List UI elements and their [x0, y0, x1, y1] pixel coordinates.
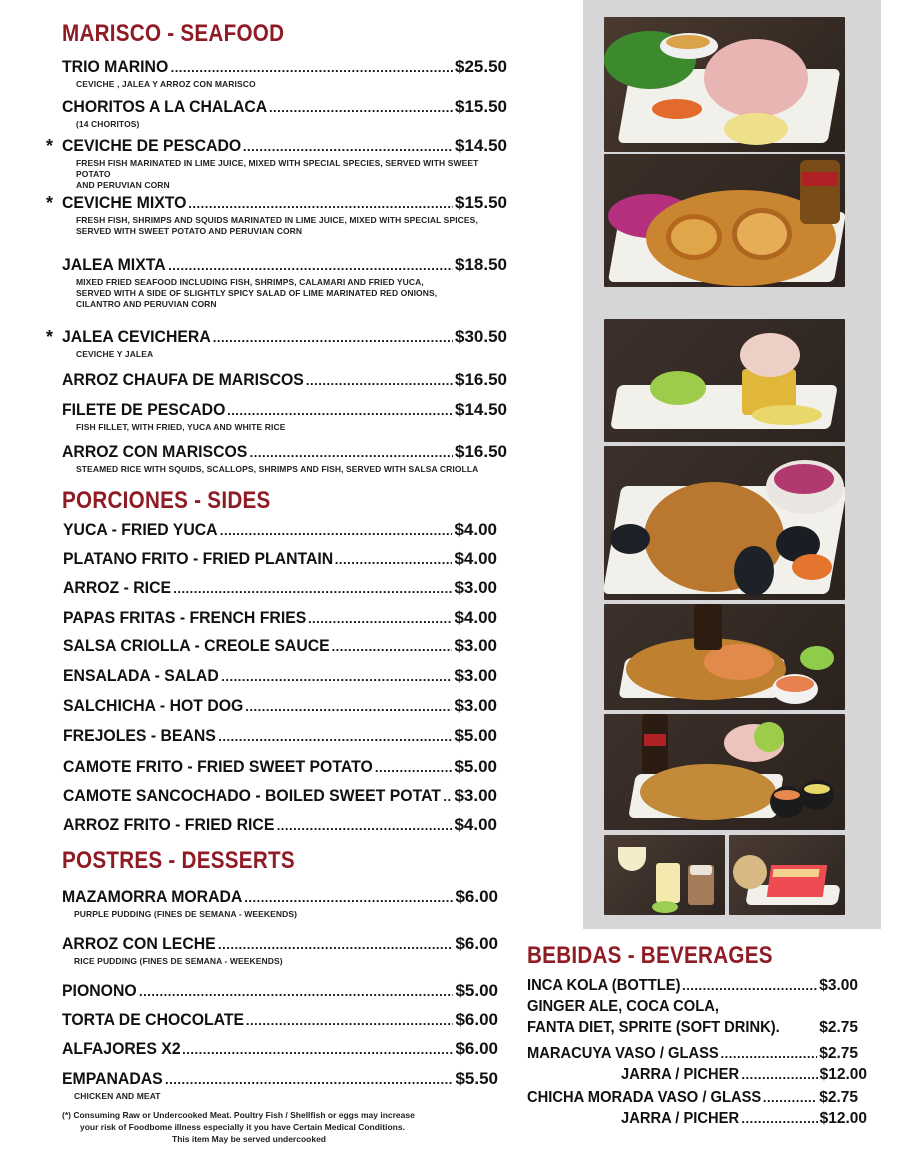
menu-item-description: AND PERUVIAN CORN [76, 180, 170, 190]
menu-item-name: ARROZ CON MARISCOS [62, 442, 248, 461]
menu-item-name: ARROZ - RICE [63, 578, 172, 597]
dot-leader [244, 890, 453, 905]
menu-item-price: $3.00 [819, 977, 858, 994]
menu-item-description: SERVED WITH A SIDE OF SLIGHTLY SPICY SALAD OF LIME MARINATED RED ONIONS, [76, 288, 438, 298]
menu-item-line [527, 977, 858, 999]
menu-item [62, 57, 507, 90]
menu-item [63, 757, 497, 779]
menu-item-name: ARROZ FRITO - FRIED RICE [63, 815, 275, 834]
menu-item-name: TRIO MARINO [62, 57, 169, 76]
menu-item [62, 97, 507, 130]
menu-item-name: FANTA DIET, SPRITE (SOFT DRINK). [527, 1019, 780, 1036]
menu-item-name: ARROZ CHAUFA DE MARISCOS [62, 370, 304, 389]
dot-leader [763, 1090, 817, 1105]
menu-item-price: $15.50 [455, 193, 507, 212]
menu-item [527, 1089, 858, 1111]
photo-cake [729, 835, 845, 915]
dot-leader [165, 1072, 453, 1087]
menu-item [63, 520, 497, 542]
warning-line-3: This item May be served undercooked [172, 1134, 326, 1144]
menu-item-price: $2.75 [819, 1045, 858, 1062]
menu-item-description: FRESH FISH MARINATED IN LIME JUICE, MIXED WITH SPECIAL SPECIES, SERVED WITH SWEET POTATO [76, 158, 479, 179]
menu-item-price: $3.00 [454, 578, 497, 597]
menu-item-description: STEAMED RICE WITH SQUIDS, SCALLOPS, SHRIMPS AND FISH, SERVED WITH SALSA CRIOLLA [76, 464, 479, 474]
menu-item-price: $6.00 [455, 1039, 498, 1058]
menu-item [62, 1010, 498, 1032]
menu-item-name: GINGER ALE, COCA COLA, [527, 998, 719, 1015]
menu-item-name: SALSA CRIOLLA - CREOLE SAUCE [63, 636, 330, 655]
menu-item-line [621, 1066, 867, 1088]
menu-item-description: FISH FILLET, WITH FRIED, YUCA AND WHITE RICE [76, 422, 286, 432]
dot-leader [168, 258, 453, 273]
menu-item-name: PIONONO [62, 981, 137, 1000]
dot-leader [375, 760, 453, 775]
menu-item-name: PAPAS FRITAS - FRENCH FRIES [63, 608, 307, 627]
menu-item-price: $3.00 [454, 786, 497, 805]
menu-item-description: SERVED WITH SWEET POTATO AND PERUVIAN CORN [76, 226, 303, 236]
menu-item-line [63, 549, 497, 571]
menu-item-description: CHICKEN AND MEAT [74, 1091, 161, 1101]
dot-leader [243, 139, 453, 154]
menu-item-line [62, 1069, 498, 1091]
menu-item-description: CILANTRO AND PERUVIAN CORN [76, 299, 217, 309]
menu-item-line [62, 1039, 498, 1061]
menu-item-line [63, 636, 497, 658]
menu-item-line [62, 981, 498, 1003]
dot-leader [741, 1111, 817, 1126]
menu-item-line [527, 998, 858, 1020]
photo-drinks [604, 835, 725, 915]
menu-item-price: $3.00 [454, 636, 497, 655]
raw-food-warning [62, 1109, 462, 1145]
menu-item [62, 981, 498, 1003]
menu-item-price: $14.50 [455, 136, 507, 155]
raw-item-asterisk: * [46, 193, 54, 213]
dot-leader [721, 1046, 818, 1061]
menu-item [527, 977, 858, 999]
dot-leader [220, 523, 453, 538]
menu-item-line [46, 136, 507, 158]
menu-item-name: INCA KOLA (BOTTLE) [527, 977, 681, 994]
menu-item [527, 1045, 858, 1067]
photo-trio-marino [604, 17, 845, 152]
menu-item-line [62, 255, 507, 277]
menu-item [62, 255, 507, 310]
menu-item-description: CEVICHE Y JALEA [76, 349, 154, 359]
desserts-heading: POSTRES - DESSERTS [62, 847, 295, 874]
menu-item-description: RICE PUDDING (FINES DE SEMANA - WEEKENDS) [74, 956, 283, 966]
menu-item-line [63, 666, 497, 688]
menu-item-price: $14.50 [455, 400, 507, 419]
menu-item-name: FILETE DE PESCADO [62, 400, 226, 419]
menu-item [62, 887, 498, 920]
menu-item [62, 1069, 498, 1102]
menu-item-name: ALFAJORES X2 [62, 1039, 181, 1058]
raw-item-asterisk: * [46, 136, 54, 156]
menu-item-line [527, 1019, 858, 1041]
menu-item-name: CEVICHE MIXTO [62, 193, 187, 212]
dot-leader [139, 984, 453, 999]
menu-item-line [63, 578, 497, 600]
menu-item-name: JARRA / PICHER [621, 1066, 740, 1083]
dot-leader [173, 581, 452, 596]
menu-item-price: $4.00 [454, 608, 497, 627]
menu-item-price: $6.00 [455, 887, 498, 906]
menu-item-name: SALCHICHA - HOT DOG [63, 696, 244, 715]
dot-leader [221, 669, 452, 684]
menu-item [63, 636, 497, 658]
dot-leader [741, 1067, 817, 1082]
menu-item-line [62, 887, 498, 909]
menu-item [62, 934, 498, 967]
menu-item-line [62, 57, 507, 79]
seafood-heading: MARISCO - SEAFOOD [62, 20, 285, 47]
menu-item [62, 400, 507, 433]
menu-item-line [62, 1010, 498, 1032]
dot-leader [250, 445, 453, 460]
menu-item-description: PURPLE PUDDING (FINES DE SEMANA - WEEKENDS) [74, 909, 298, 919]
menu-item-line [63, 608, 497, 630]
menu-item-price: $2.75 [819, 1089, 858, 1106]
menu-item [62, 442, 507, 475]
menu-item-name: MARACUYA VASO / GLASS [527, 1045, 719, 1062]
menu-item [63, 608, 497, 630]
menu-item-name: ARROZ CON LECHE [62, 934, 216, 953]
menu-item [46, 327, 507, 360]
photo-causa-tower [604, 319, 845, 442]
menu-item-line [621, 1110, 867, 1132]
photo-arroz-con-mariscos [604, 446, 845, 600]
menu-item-line [62, 400, 507, 422]
menu-item-name: TORTA DE CHOCOLATE [62, 1010, 245, 1029]
menu-item-price: $30.50 [455, 327, 507, 346]
dot-leader [213, 330, 453, 345]
menu-item-price: $15.50 [455, 97, 507, 116]
dot-leader [227, 403, 453, 418]
menu-item [46, 193, 507, 237]
menu-item-name: FREJOLES - BEANS [63, 726, 216, 745]
menu-item-line [527, 1089, 858, 1111]
menu-item [621, 1066, 867, 1088]
raw-item-asterisk: * [46, 327, 54, 347]
dot-leader [443, 789, 452, 804]
dot-leader [682, 978, 817, 993]
menu-item-price: $3.00 [454, 666, 497, 685]
menu-item-line [527, 1045, 858, 1067]
menu-item-price: $4.00 [454, 520, 497, 539]
menu-item [62, 1039, 498, 1061]
menu-item-price: $4.00 [454, 815, 497, 834]
menu-item-price: $16.50 [455, 442, 507, 461]
menu-item [621, 1110, 867, 1132]
menu-item [527, 1019, 858, 1041]
warning-line-1: (*) Consuming Raw or Undercooked Meat. Poultry Fish / Shellfish or eggs may increase [62, 1110, 415, 1120]
menu-item [527, 998, 858, 1020]
menu-item-price: $5.50 [455, 1069, 498, 1088]
menu-item-price: $5.00 [454, 726, 497, 745]
menu-item-name: PLATANO FRITO - FRIED PLANTAIN [63, 549, 334, 568]
menu-item [63, 726, 497, 748]
menu-item-line [63, 815, 497, 837]
menu-item [63, 578, 497, 600]
menu-item-price: $5.00 [454, 757, 497, 776]
menu-item-name: CHICHA MORADA VASO / GLASS [527, 1089, 762, 1106]
menu-item [63, 786, 497, 808]
menu-item-price: $6.00 [455, 934, 498, 953]
menu-item [62, 370, 507, 392]
menu-item [63, 815, 497, 837]
menu-item-line [63, 726, 497, 748]
menu-item-price: $3.00 [454, 696, 497, 715]
dot-leader [306, 373, 453, 388]
menu-item [63, 549, 497, 571]
menu-item-line [62, 370, 507, 392]
menu-item-name: YUCA - FRIED YUCA [63, 520, 218, 539]
dot-leader [246, 1013, 454, 1028]
menu-item-name: JALEA MIXTA [62, 255, 166, 274]
menu-item-line [62, 934, 498, 956]
photo-jalea-cevichera [604, 714, 845, 830]
menu-item-price: $2.75 [819, 1019, 858, 1036]
menu-item-line [63, 520, 497, 542]
menu-item-description: FRESH FISH, SHRIMPS AND SQUIDS MARINATED IN LIME JUICE, MIXED WITH SPECIAL SPICES, [76, 215, 478, 225]
dot-leader [332, 639, 453, 654]
dot-leader [182, 1042, 453, 1057]
menu-item-line [62, 442, 507, 464]
photo-jalea-with-sauce [604, 604, 845, 710]
warning-line-2: your risk of Foodbome illness especially it you have Certain Medical Conditions. [80, 1122, 405, 1132]
menu-item-price: $4.00 [454, 549, 497, 568]
menu-item-name: CAMOTE FRITO - FRIED SWEET POTATO [63, 757, 373, 776]
menu-item-line [63, 757, 497, 779]
menu-item [46, 136, 507, 191]
beverages-heading: BEBIDAS - BEVERAGES [527, 942, 773, 969]
dot-leader [308, 611, 453, 626]
menu-item-line [46, 193, 507, 215]
menu-item-name: CAMOTE SANCOCHADO - BOILED SWEET POTAT [63, 786, 441, 805]
menu-item-price: $12.00 [819, 1066, 867, 1083]
menu-item-description: MIXED FRIED SEAFOOD INCLUDING FISH, SHRIMPS, CALAMARI AND FRIED YUCA, [76, 277, 424, 287]
menu-item-name: JALEA CEVICHERA [62, 327, 211, 346]
menu-item-price: $6.00 [455, 1010, 498, 1029]
menu-item-name: CHORITOS A LA CHALACA [62, 97, 268, 116]
menu-item [63, 696, 497, 718]
menu-item-line [63, 786, 497, 808]
menu-item-name: JARRA / PICHER [621, 1110, 740, 1127]
menu-item-line [63, 696, 497, 718]
dot-leader [188, 196, 453, 211]
menu-item-price: $5.00 [455, 981, 498, 1000]
dot-leader [218, 729, 452, 744]
dot-leader [245, 699, 452, 714]
dot-leader [171, 60, 453, 75]
sides-heading: PORCIONES - SIDES [62, 487, 271, 514]
menu-item-line [46, 327, 507, 349]
menu-item-price: $16.50 [455, 370, 507, 389]
menu-item-name: MAZAMORRA MORADA [62, 887, 243, 906]
dot-leader [335, 552, 453, 567]
menu-item [63, 666, 497, 688]
dot-leader [218, 937, 453, 952]
menu-item-name: ENSALADA - SALAD [63, 666, 219, 685]
dot-leader [277, 818, 453, 833]
menu-item-price: $18.50 [455, 255, 507, 274]
dot-leader [269, 100, 453, 115]
menu-item-description: (14 CHORITOS) [76, 119, 140, 129]
menu-item-description: CEVICHE , JALEA Y ARROZ CON MARISCO [76, 79, 256, 89]
menu-item-price: $25.50 [455, 57, 507, 76]
menu-item-line [62, 97, 507, 119]
menu-item-name: CEVICHE DE PESCADO [62, 136, 242, 155]
menu-item-name: EMPANADAS [62, 1069, 163, 1088]
photo-jalea-mixta [604, 154, 845, 287]
menu-item-price: $12.00 [819, 1110, 867, 1127]
food-photo-gallery [583, 0, 881, 929]
